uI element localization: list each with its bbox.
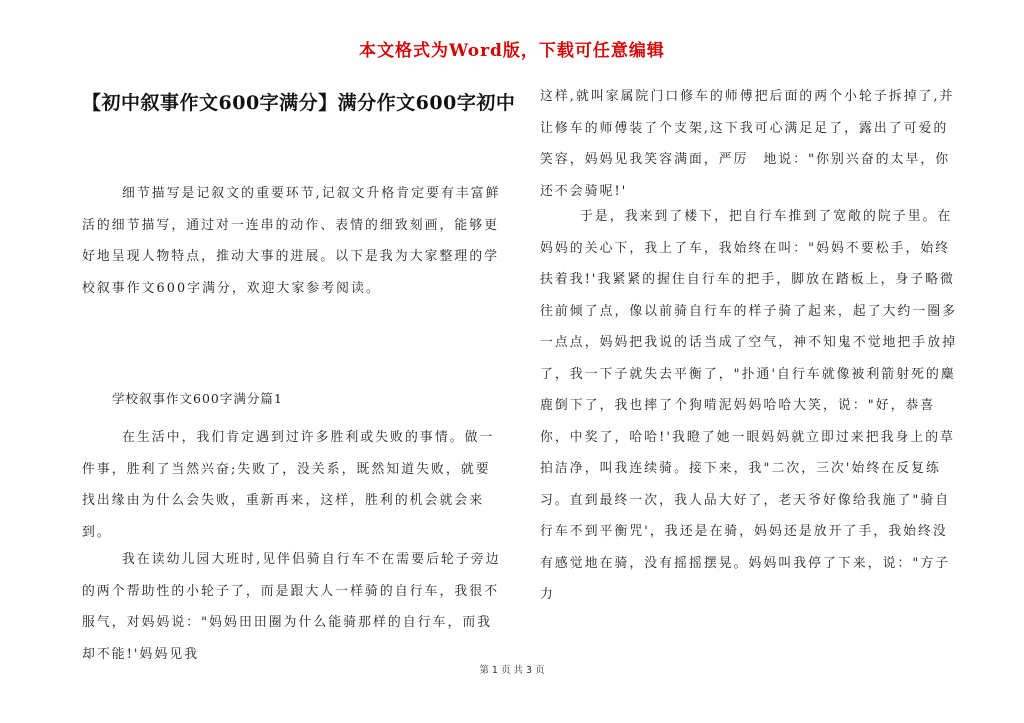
- banner-notice: 本文格式为Word版，下载可任意编辑: [359, 41, 665, 61]
- page-footer: 第 1 页 共 3 页: [479, 665, 545, 676]
- intro-text: 细节描写是记叙文的重要环节,记叙文升格肯定要有丰富鲜活的细节描写，通过对一连串的动作、表情的细致刻画，能够更好地呈现人物特点，推动大事的进展。以下是我为大家整理的学校叙事作文600字满分，欢迎大家参考阅读。: [82, 186, 501, 296]
- section-heading: 学校叙事作文600字满分篇1: [112, 391, 283, 406]
- body-paragraph-1: [82, 422, 502, 548]
- right-paragraph-1-text: 这样,就叫家属院门口修车的师傅把后面的两个小轮子拆掉了,并让修车的师傅装了个支架,这下我可心满足足了，露出了可爱的笑容，妈妈见我笑容满面，严厉 地说："你别兴奋的太早，你还不会骑呢!': [540, 89, 955, 199]
- right-paragraph-2: [540, 201, 960, 611]
- right-paragraph-2-text: 于是，我来到了楼下，把自行车推到了宽敞的院子里。在妈妈的关心下，我上了车，我始终在叫："妈妈不要松手，始终扶着我!'我紧紧的握住自行车的把手，脚放在踏板上，身子略微往前倾了点，像以前骑自行车的样子骑了起来，起了大约一圈多一点点，妈妈把我说的话当成了空气，神不知鬼不觉地把手放掉了，我一下子就失去平衡了，"扑通'自行车就像被利箭射死的麋鹿倒下了，我也摔了个狗啃泥妈妈哈哈大笑，说："好，恭喜你，中奖了，哈哈!'我瞪了她一眼妈妈就立即过来把我身上的草拍洁净，叫我连续骑。接下来，我"二次，三次'始终在反复练习。直到最终一次，我人品大好了，老天爷好像给我施了"骑自行车不到平衡咒'，我还是在骑，妈妈还是放开了手，我始终没有感觉地在骑，没有摇摇摆晃。妈妈叫我停了下来，说："方子力: [540, 209, 958, 602]
- document-title: 【初中叙事作文600字满分】满分作文600字初中: [82, 92, 516, 114]
- right-paragraph-1: [540, 81, 960, 207]
- paragraph-1-text: 在生活中，我们肯定遇到过许多胜利或失败的事情。做一件事，胜利了当然兴奋;失败了，没关系，既然知道失败，就要找出缘由为什么会失败，重新再来，这样，胜利的机会就会来到。: [82, 430, 495, 540]
- body-paragraph-2: [82, 544, 502, 670]
- paragraph-2-text: 我在读幼儿园大班时,见伴侣骑自行车不在需要后轮子旁边的两个帮助性的小轮子了，而是跟大人一样骑的自行车，我很不服气，对妈妈说："妈妈田田圈为什么能骑那样的自行车，而我却不能!'妈妈见我: [82, 552, 501, 662]
- intro-paragraph: [82, 178, 502, 304]
